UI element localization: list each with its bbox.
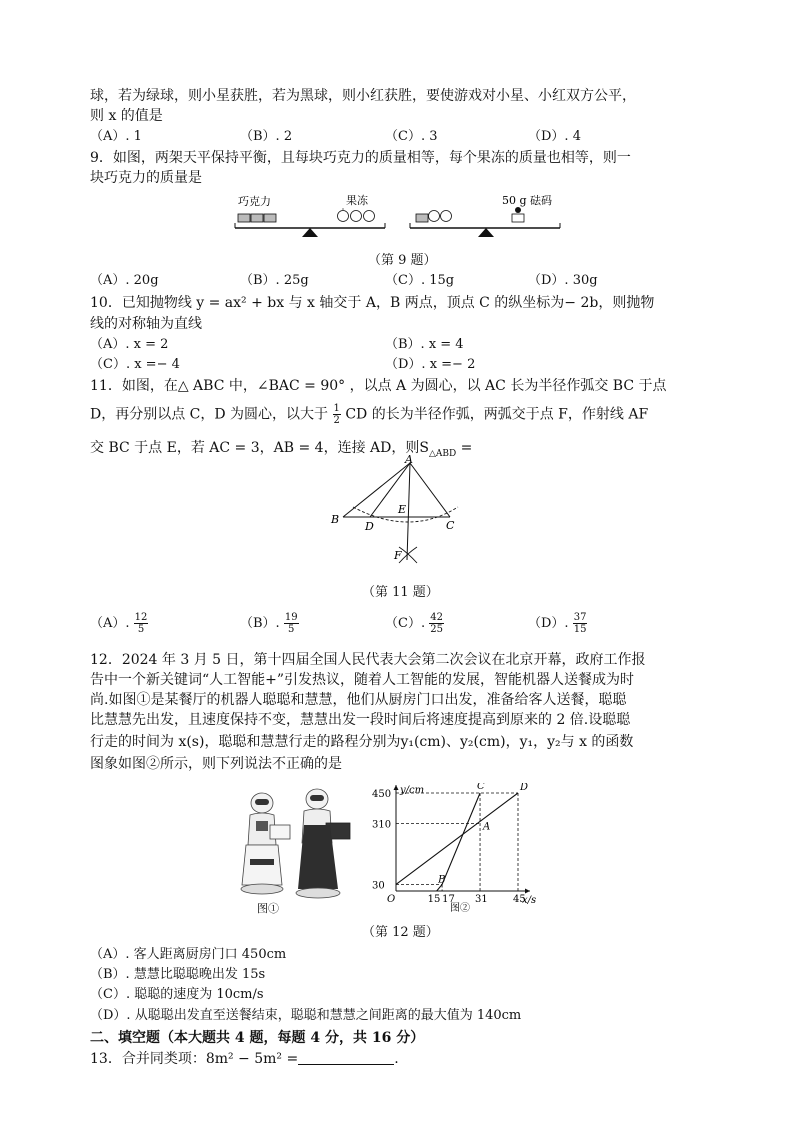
q12-option-a: （A）. 客人距离厨房门口 450cm: [90, 947, 287, 962]
x-axis-arrow: [525, 889, 530, 894]
q10-line2: 线的对称轴为直线: [90, 316, 202, 332]
q12-fig2-label: 图②: [450, 903, 470, 914]
q8-line1: 球，若为绿球，则小星获胜，若为黑球，则小红获胜，要使游戏对小星、小红双方公平，: [90, 88, 636, 104]
y-tick-label: 30: [372, 880, 385, 892]
x-tick-label: 15: [427, 894, 441, 905]
q8-option-a: （A）. 1: [90, 129, 142, 144]
q10-option-c: （C）. x =− 4: [90, 357, 180, 372]
x-axis-label: x/s: [522, 895, 537, 906]
q8-option-d: （D）. 4: [528, 129, 581, 144]
q11-line2-part-a: D，再分别以点 C，D 为圆心，以大于: [90, 406, 329, 423]
robot-conghui-2: [296, 789, 350, 898]
q11-option-a-num: 12: [134, 612, 148, 623]
q11-half-num: 1: [333, 403, 340, 414]
q11-option-c-den: 25: [430, 624, 443, 635]
q8-option-c: （C）. 3: [385, 129, 438, 144]
q11-option-a-frac: [134, 612, 149, 635]
q9-balance-figure: [230, 192, 570, 244]
q12-fig1-label: 图①: [257, 902, 279, 915]
q9-option-b: （B）. 25g: [240, 273, 309, 288]
q11-line2-part-b: CD 的长为半径作弧，两弧交于点 F，作射线 AF: [345, 406, 649, 423]
q11-option-b: [240, 612, 299, 635]
q11-line3-text: 交 BC 于点 E，若 AC = 3，AB = 4，连接 AD，则S: [90, 440, 429, 456]
q12-function-graph: [368, 783, 548, 915]
q11-option-b-den: 5: [288, 624, 295, 635]
q9-label-chocolate: 巧克力: [238, 195, 271, 208]
q11-option-c-frac: [429, 612, 444, 635]
q11-option-d: [528, 612, 587, 635]
q11-line3-sub: △ABD: [428, 448, 457, 459]
q9-label-weight: 50 g 砝码: [502, 194, 553, 207]
q13-answer-blank[interactable]: [298, 1050, 394, 1065]
q10-option-a: （A）. x = 2: [90, 337, 169, 352]
q8-option-b: （B）. 2: [240, 129, 293, 144]
y-tick-label: 450: [372, 789, 392, 800]
q11-point-f: F: [394, 549, 402, 562]
q11-option-c-num: 42: [430, 612, 443, 623]
chart-layer: [372, 783, 536, 914]
q13-text: 13．合并同类项：8m² − 5m² =: [90, 1051, 299, 1067]
q11-option-d-frac: [573, 612, 588, 635]
q12-line5: 行走的时间为 x(s)，聪聪和慧慧行走的路程分别为y₁(cm)、y₂(cm)，y₁，y₂与 x 的函数: [90, 734, 634, 750]
origin-label: O: [387, 894, 396, 905]
x-tick-label: 17: [442, 894, 455, 905]
q11-option-a: [90, 612, 148, 635]
q11-line1: 11．如图，在△ ABC 中，∠BAC = 90° ，以点 A 为圆心，以 AC 长为半径作弧交 BC 于点: [90, 378, 667, 394]
q9-line2: 块巧克力的质量是: [90, 170, 202, 186]
q9-label-jelly: 果冻: [346, 194, 368, 207]
q11-half-fraction: [333, 403, 341, 426]
q11-geometry-figure: [325, 455, 475, 567]
q12-caption: （第 12 题）: [362, 925, 439, 940]
y-axis-label: y/cm: [400, 785, 425, 796]
q12-line1: 12．2024 年 3 月 5 日，第十四届全国人民代表大会第二次会议在北京开幕，政府工作报: [90, 652, 646, 668]
x-tick-label: 45: [513, 894, 526, 905]
q9-line1: 9．如图，两架天平保持平衡，且每块巧克力的质量相等，每个果冻的质量也相等，则一: [90, 150, 631, 166]
q11-point-a: A: [405, 455, 413, 466]
robot-conghui-1: [241, 793, 290, 894]
y-axis-arrow: [394, 785, 399, 790]
q12-line4: 比慧慧先出发，且速度保持不变，慧慧出发一段时间后将速度提高到原来的 2 倍.设聪聪: [90, 712, 631, 728]
q10-line1: 10．已知抛物线 y = ax² + bx 与 x 轴交于 A，B 两点，顶点 C 的纵坐标为− 2b，则抛物: [90, 295, 655, 311]
q11-option-b-prefix: （B）.: [240, 616, 280, 631]
x-tick-label: 31: [475, 894, 488, 905]
q12-line3: 尚.如图①是某餐厅的机器人聪聪和慧慧，他们从厨房门口出发，准备给客人送餐，聪聪: [90, 692, 627, 708]
point-label: A: [483, 821, 491, 833]
y-tick-label: 310: [372, 819, 392, 831]
q11-point-b: B: [331, 513, 340, 526]
q12-robots-figure: [232, 785, 362, 915]
q9-option-a: （A）. 20g: [90, 273, 159, 288]
q12-option-d: （D）. 从聪聪出发直至送餐结束，聪聪和慧慧之间距离的最大值为 140cm: [90, 1008, 522, 1023]
q11-option-d-den: 15: [573, 624, 587, 635]
q11-line3-end: =: [456, 440, 473, 456]
q13-line: [90, 1049, 399, 1069]
q13-end: .: [394, 1051, 399, 1067]
point-label: D: [520, 783, 529, 793]
q12-line6: 图象如图②所示，则下列说法不正确的是: [90, 756, 342, 772]
series-line: [396, 793, 518, 884]
q11-half-den: 2: [333, 415, 340, 426]
q10-option-d: （D）. x =− 2: [385, 357, 476, 372]
q11-option-a-prefix: （A）.: [90, 616, 130, 631]
q9-option-d: （D）. 30g: [528, 273, 598, 288]
q11-point-c: C: [446, 519, 455, 532]
q11-option-d-num: 37: [573, 612, 587, 623]
q12-option-c: （C）. 聪聪的速度为 10cm/s: [90, 987, 264, 1002]
q9-option-c: （C）. 15g: [385, 273, 455, 288]
q12-option-b: （B）. 慧慧比聪聪晚出发 15s: [90, 967, 266, 982]
q11-line2: [90, 403, 648, 426]
q11-point-e: E: [398, 503, 407, 516]
q10-option-b: （B）. x = 4: [385, 337, 464, 352]
q11-option-d-prefix: （D）.: [528, 616, 569, 631]
q11-option-a-den: 5: [137, 624, 145, 635]
q11-option-b-frac: [284, 612, 299, 635]
point-label: C: [477, 783, 485, 792]
section2-title: 二、填空题（本大题共 4 题，每题 4 分，共 16 分）: [90, 1030, 425, 1046]
q11-option-c-prefix: （C）.: [385, 616, 426, 631]
q8-line2: 则 x 的值是: [90, 108, 163, 124]
point-label: B: [438, 874, 446, 886]
q11-option-b-num: 19: [284, 612, 298, 623]
q9-caption: （第 9 题）: [368, 253, 437, 268]
q12-line2: 告中一个新关键词“人工智能+”引发热议，随着人工智能的发展，智能机器人送餐成为时: [90, 672, 635, 688]
q11-option-c: [385, 612, 444, 635]
q11-caption: （第 11 题）: [362, 585, 439, 600]
q11-point-d: D: [365, 520, 374, 533]
